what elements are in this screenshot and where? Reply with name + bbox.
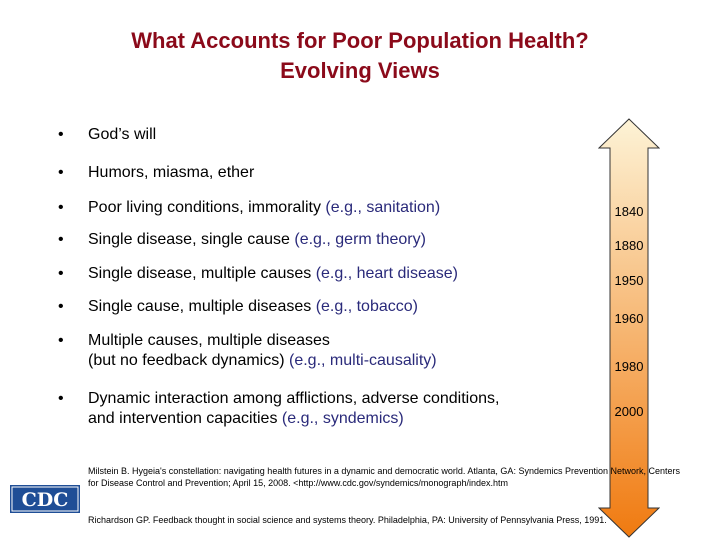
year-label: 1840 xyxy=(614,204,644,219)
citation: Richardson GP. Feedback thought in social science and systems theory. Philadelphia, PA: University of Pennsylvania Press, 1991. xyxy=(88,515,607,525)
item-example: (e.g., tobacco) xyxy=(315,298,418,315)
item-text: Dynamic interaction among afflictions, adverse conditions, xyxy=(88,390,500,407)
bullet-icon: • xyxy=(58,332,64,349)
item-example: (e.g., multi-causality) xyxy=(289,352,437,369)
year-label: 1980 xyxy=(614,359,644,374)
bullet-icon: • xyxy=(58,298,64,315)
cdc-logo-text: CDC xyxy=(21,489,69,511)
title-line-2: Evolving Views xyxy=(280,58,440,83)
cdc-logo xyxy=(10,485,80,513)
citation: Milstein B. Hygeia's constellation: navigating health futures in a dynamic and democratic world. Atlanta, GA: Syndemics Prevention Network, Centers for Disease Control and Prevention; April 15, 2008. <http://www.cdc.gov/syndemics/monograph/index.htm xyxy=(88,466,681,488)
bullet-icon: • xyxy=(58,126,64,143)
item-text: God’s will xyxy=(88,126,157,143)
item-example: (e.g., sanitation) xyxy=(325,199,441,216)
item-text: Poor living conditions, immorality xyxy=(88,199,326,216)
slide-title xyxy=(0,26,720,86)
item-text: Humors, miasma, ether xyxy=(88,164,255,181)
item-text-continued: and intervention capacities xyxy=(88,410,282,427)
year-label: 1950 xyxy=(614,273,644,288)
bullet-icon: • xyxy=(58,164,64,181)
item-text-continued: (but no feedback dynamics) xyxy=(88,352,289,369)
year-label: 1960 xyxy=(614,311,644,326)
item-text: Single cause, multiple diseases xyxy=(88,298,316,315)
item-example: (e.g., heart disease) xyxy=(315,265,458,282)
item-text: Single disease, multiple causes xyxy=(88,265,316,282)
item-example: (e.g., syndemics) xyxy=(281,410,404,427)
title-line-1: What Accounts for Poor Population Health? xyxy=(131,28,589,53)
year-label: 1880 xyxy=(614,238,644,253)
bullet-icon: • xyxy=(58,265,64,282)
bullet-icon: • xyxy=(58,390,64,407)
item-example: (e.g., germ theory) xyxy=(294,231,426,248)
item-text: Multiple causes, multiple diseases xyxy=(88,332,330,349)
bullet-icon: • xyxy=(58,199,64,216)
year-label: 2000 xyxy=(614,404,644,419)
item-text: Single disease, single cause xyxy=(88,231,295,248)
bullet-icon: • xyxy=(58,231,64,248)
